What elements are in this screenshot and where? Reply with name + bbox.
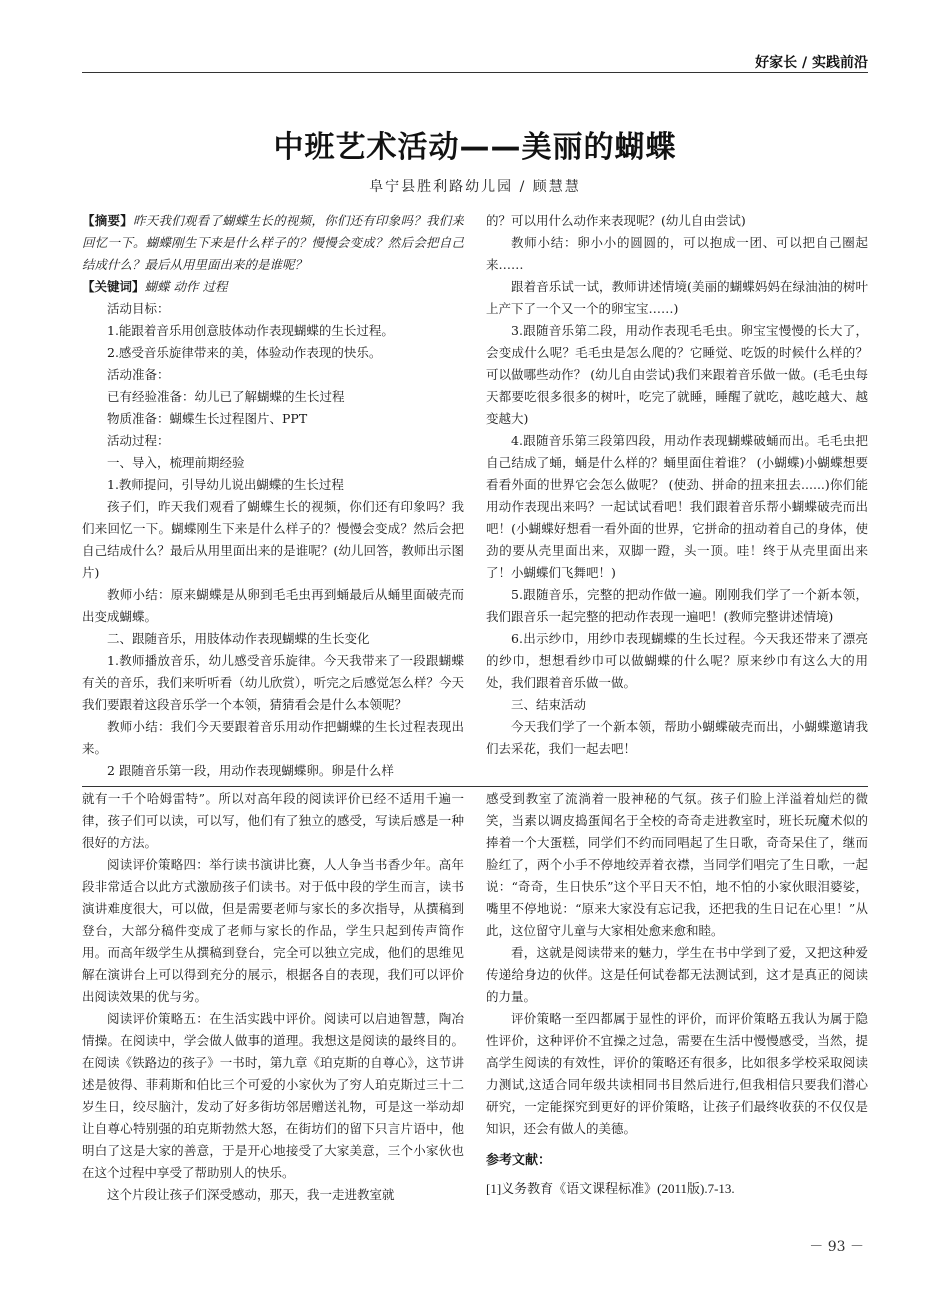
keywords <box>82 276 464 298</box>
paragraph: 1.能跟着音乐用创意肢体动作表现蝴蝶的生长过程。 <box>107 323 394 338</box>
paragraph: 1.教师播放音乐，幼儿感受音乐旋律。今天我带来了一段跟蝴蝶有关的音乐，我们来听听看（幼儿欣赏），听完之后感觉怎么样？今天我们要跟着这段音乐学一个本领，猜猜看会是什么本领呢？ <box>82 653 464 712</box>
paragraph: 二、跟随音乐，用肢体动作表现蝴蝶的生长变化 <box>107 631 370 646</box>
paragraph: 教师小结：我们今天要跟着音乐用动作把蝴蝶的生长过程表现出来。 <box>82 719 464 756</box>
paragraph: 2 跟随音乐第一段，用动作表现蝴蝶卵。卵是什么样 <box>107 763 394 778</box>
bottom-right-body <box>486 788 868 1140</box>
abstract-label: 【摘要】 <box>82 213 133 228</box>
paragraph: 看，这就是阅读带来的魅力，学生在书中学到了爱，又把这种爱传递给身边的伙伴。这是任何试卷都无法测试到，这才是真正的阅读的力量。 <box>486 945 868 1004</box>
paragraph: 阅读评价策略五：在生活实践中评价。阅读可以启迪智慧，陶冶情操。在阅读中，学会做人做事的道理。我想这是阅读的最终目的。在阅读《铁路边的孩子》一书时，第九章《珀克斯的自尊心》，这节讲述是彼得、菲莉斯和伯比三个可爱的小家伙为了穷人珀克斯过三十二岁生日，绞尽脑汁，发动了好多街坊邻居赠送礼物，可是这一举动却让自尊心特别强的珀克斯勃然大怒，在街坊们的留下只言片语中，他明白了这是大家的善意，于是开心地接受了大家美意，三个小家伙也在这个过程中享受了帮助别人的快乐。 <box>82 1011 464 1180</box>
header-rule <box>82 72 868 73</box>
paragraph: 孩子们，昨天我们观看了蝴蝶生长的视频，你们还有印象吗？我们来回忆一下。蝴蝶刚生下来是什么样子的？慢慢会变成？然后会把自己结成什么？最后从用里面出来的是谁呢？(幼儿回答，教师出示图片) <box>82 499 464 580</box>
column-bottom-left <box>82 788 464 1208</box>
keywords-text: 蝴蝶 动作 过程 <box>144 279 228 294</box>
abstract-text: 昨天我们观看了蝴蝶生长的视频，你们还有印象吗？我们来回忆一下。蝴蝶刚生下来是什么样子的？慢慢会变成？然后会把自己结成什么？最后从用里面出来的是谁呢？ <box>82 213 464 272</box>
paragraph: 活动目标： <box>107 301 170 316</box>
paragraph: 教师小结：原来蝴蝶是从卵到毛毛虫再到蛹最后从蛹里面破壳而出变成蝴蝶。 <box>82 587 464 624</box>
paragraph: 教师小结：卵小小的圆圆的，可以抱成一团、可以把自己圈起来…… <box>486 235 868 272</box>
paragraph: 6.出示纱巾，用纱巾表现蝴蝶的生长过程。今天我还带来了漂亮的纱巾，想想看纱巾可以做蝴蝶的什么呢？原来纱巾有这么大的用处，我们跟着音乐做一做。 <box>486 631 868 690</box>
running-head: 好家长 / 实践前沿 <box>755 55 868 71</box>
paragraph: 1.教师提问，引导幼儿说出蝴蝶的生长过程 <box>107 477 344 492</box>
paragraph: 2.感受音乐旋律带来的美，体验动作表现的快乐。 <box>107 345 382 360</box>
article-byline: 阜宁县胜利路幼儿园 / 顾慧慧 <box>369 179 581 195</box>
paragraph: 今天我们学了一个新本领，帮助小蝴蝶破壳而出，小蝴蝶邀请我们去采花，我们一起去吧！ <box>486 719 868 756</box>
paragraph: 三、结束活动 <box>511 697 587 712</box>
paragraph: 一、导入，梳理前期经验 <box>107 455 245 470</box>
paragraph: 这个片段让孩子们深受感动，那天，我一走进教室就 <box>107 1187 395 1202</box>
references-title: 参考文献： <box>486 1153 552 1168</box>
paragraph: 活动过程： <box>107 433 170 448</box>
page-number: － 93 － <box>809 1239 864 1255</box>
paragraph: 5.跟随音乐，完整的把动作做一遍。刚刚我们学了一个新本领，我们跟音乐一起完整的把动作表现一遍吧！(教师完整讲述情境) <box>486 587 868 624</box>
paragraph: 就有一千个哈姆雷特”。所以对高年段的阅读评价已经不适用千遍一律，孩子们可以读，可以写，他们有了独立的感受，写读后感是一种很好的方法。 <box>82 791 464 850</box>
paragraph: 阅读评价策略四：举行读书演讲比赛，人人争当书香少年。高年段非常适合以此方式激励孩子们读书。对于低中段的学生而言，读书演讲难度很大，可以做，但是需要老师与家长的多次指导，从撰稿到登台，大部分稿件变成了老师与家长的作品，学生只起到传声筒作用。而高年级学生从撰稿到登台，完全可以独立完成，他们的思维见解在演讲台上可以得到充分的展示，根据各自的表现，我们可以评价出阅读效果的优与劣。 <box>82 857 464 1004</box>
top-left-body <box>82 298 464 782</box>
column-top-right <box>486 210 868 788</box>
paragraph: 3.跟随音乐第二段，用动作表现毛毛虫。卵宝宝慢慢的长大了，会变成什么呢？毛毛虫是怎么爬的？它睡觉、吃饭的时候什么样的？可以做哪些动作？ (幼儿自由尝试)我们来跟着音乐做一做。(毛毛虫每天都要吃很多很多的树叶，吃完了就睡，睡醒了就吃，越吃越大、越变越大) <box>486 323 868 426</box>
paragraph: 跟着音乐试一试，教师讲述情境(美丽的蝴蝶妈妈在绿油油的树叶上产下了一个又一个的卵宝宝……) <box>486 279 868 316</box>
column-top-left <box>82 210 464 788</box>
paragraph: 感受到教室了流淌着一股神秘的气氛。孩子们脸上洋溢着灿烂的微笑，当素以调皮捣蛋闻名于全校的奇奇走进教室时，班长玩魔术似的捧着一个大蛋糕，同学们不约而同唱起了生日歌，奇奇呆住了，继而脸红了，两个小手不停地绞弄着衣襟，当同学们唱完了生日歌，一起说：“奇奇，生日快乐”这个平日天不怕，地不怕的小家伙眼泪婆娑，嘴里不停地说：“原来大家没有忘记我，还把我的生日记在心里！”从此，这位留守儿童与大家相处愈来愈和睦。 <box>486 791 868 938</box>
abstract <box>82 210 464 276</box>
reference-item: [1]义务教育《语文课程标准》(2011版).7-13. <box>486 1181 735 1196</box>
column-bottom-right <box>486 788 868 1208</box>
paragraph: 4.跟随音乐第三段第四段，用动作表现蝴蝶破蛹而出。毛毛虫把自己结成了蛹，蛹是什么样的？蛹里面住着谁？ (小蝴蝶)小蝴蝶想要看看外面的世界它会怎么做呢？ (使劲、拼命的扭来扭去......)你们能用动作表现出来吗？一起试试看吧！我们跟着音乐帮小蝴蝶破壳而出吧！(小蝴蝶好想看一看外面的世界，它拼命的扭动着自己的身体，使劲的要从壳里面出来，双脚一蹬，头一顶。哇！终于从壳里面出来了！小蝴蝶们飞舞吧！) <box>486 433 868 580</box>
paragraph: 活动准备： <box>107 367 170 382</box>
keywords-label: 【关键词】 <box>82 279 145 294</box>
paragraph: 的？可以用什么动作来表现呢？(幼儿自由尝试) <box>486 213 746 228</box>
references-list <box>486 1178 868 1200</box>
article-title: 中班艺术活动——美丽的蝴蝶 <box>273 130 677 165</box>
paragraph: 评价策略一至四都属于显性的评价，而评价策略五我认为属于隐性评价，这种评价不宜操之过急，需要在生活中慢慢感受，当然，提高学生阅读的有效性，评价的策略还有很多，比如很多学校采取阅读力测试,这适合同年级共读相同书目然后进行,但我相信只要我们潜心研究，一定能探究到更好的评价策略，让孩子们最终收获的不仅仅是知识，还会有做人的美德。 <box>486 1011 868 1136</box>
section-rule <box>82 786 868 787</box>
paragraph: 已有经验准备：幼儿已了解蝴蝶的生长过程 <box>107 389 345 404</box>
paragraph: 物质准备：蝴蝶生长过程图片、PPT <box>107 411 308 426</box>
